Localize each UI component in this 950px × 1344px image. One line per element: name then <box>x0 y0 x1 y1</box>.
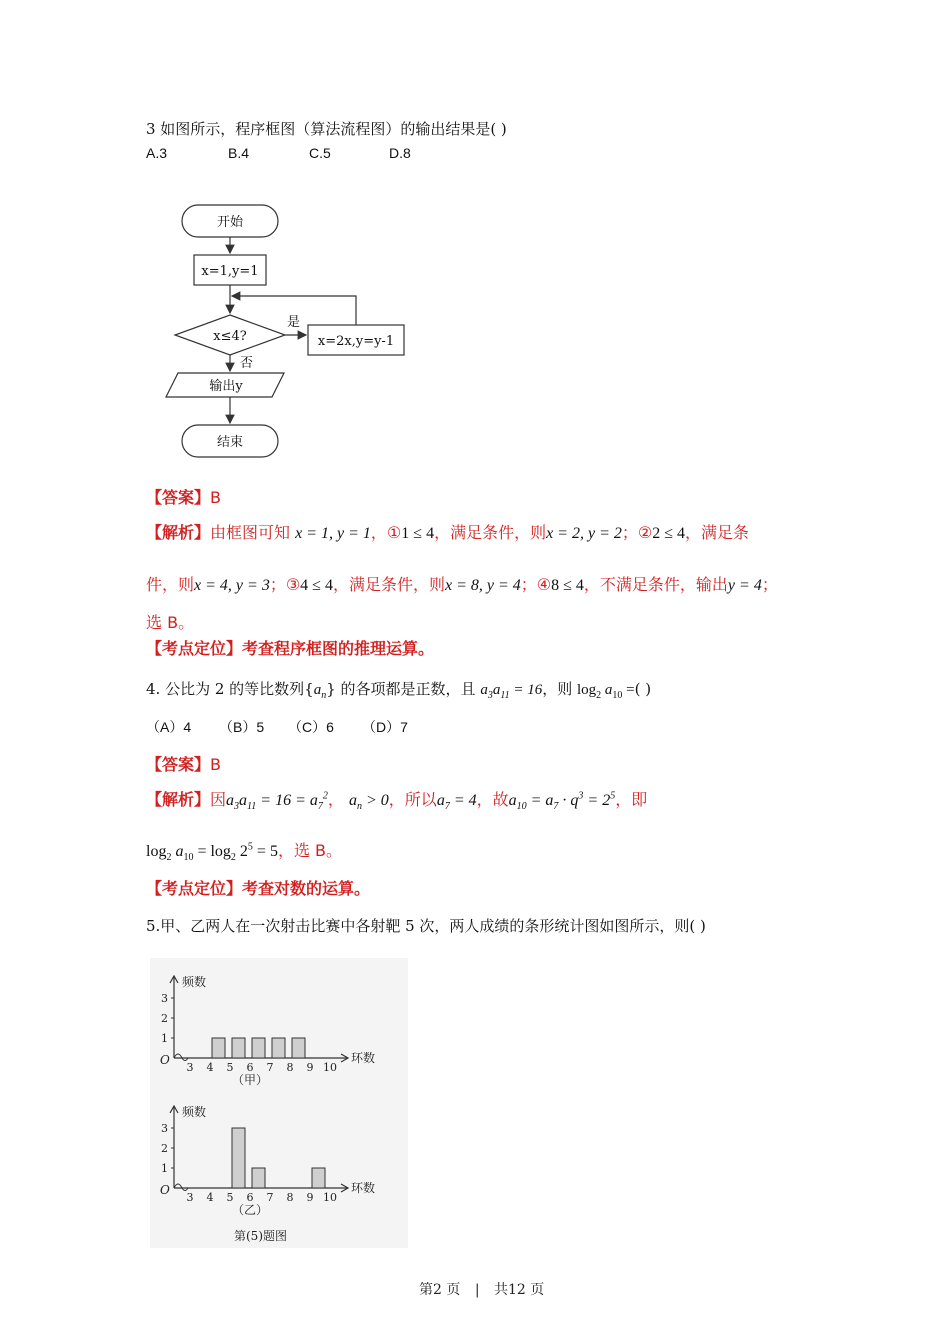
flow-yes-label: 是 <box>287 315 301 330</box>
analysis-text: ，故 <box>476 790 509 809</box>
analysis-text: ；② <box>621 523 653 542</box>
flow-init-label: x=1,y=1 <box>201 264 259 279</box>
q4-answer <box>146 752 221 775</box>
analysis-text: ，① <box>370 523 402 542</box>
analysis-text: ，即 <box>615 790 648 809</box>
q3-analysis-line3: 选 B。 <box>146 613 195 632</box>
x-tick-label: 9 <box>306 1191 314 1204</box>
analysis-text: ，满足条件，则 <box>332 575 445 594</box>
q4-stem <box>146 678 651 701</box>
q3-stem: 3 如图所示，程序框图（算法流程图）的输出结果是( ) <box>146 120 507 138</box>
q3-option-d: D.8 <box>389 145 411 161</box>
bar <box>232 1128 245 1188</box>
bar <box>212 1038 225 1058</box>
q4-analysis-line2 <box>146 838 342 863</box>
analysis-text: ； <box>761 575 778 594</box>
analysis-text: ；③ <box>269 575 301 594</box>
x-tick-label: 5 <box>226 1191 234 1204</box>
math: $a_{10} = a_7 \cdot q^3 = 2^5$ <box>508 790 616 813</box>
chart-title: （甲） <box>231 1073 269 1087</box>
flow-cond-label: x≤4? <box>213 329 247 344</box>
analysis-text: 件，则 <box>146 575 195 594</box>
q4-option-a: （A）4 <box>146 719 192 735</box>
x-tick-label: 6 <box>246 1061 254 1074</box>
q3-point <box>146 636 434 659</box>
y-axis-label: 频数 <box>182 1105 207 1119</box>
q4-option-d: （D）7 <box>362 719 408 735</box>
page-footer <box>419 1279 544 1299</box>
x-tick-label: 3 <box>186 1191 194 1204</box>
q3-option-a: A.3 <box>146 145 168 161</box>
x-tick-label: 10 <box>323 1061 337 1074</box>
analysis-text: ，选 B。 <box>277 841 343 860</box>
analysis-text: ，满足条 <box>685 523 750 542</box>
y-tick-label: 1 <box>161 1032 168 1045</box>
q3-option-c: C.5 <box>309 145 331 161</box>
stem-text: 4. 公比为 2 的等比数列{ <box>146 680 314 698</box>
math: $a_7 = 4$ <box>436 792 477 813</box>
math: 2 ≤ 4 <box>652 525 686 542</box>
x-tick-label: 3 <box>186 1061 194 1074</box>
x-tick-label: 7 <box>266 1191 274 1204</box>
x-tick-label: 10 <box>323 1191 337 1204</box>
analysis-text: ；④ <box>520 575 552 594</box>
y-tick-label: 3 <box>161 1122 168 1135</box>
answer-value: B <box>210 755 221 774</box>
point-text: 考查程序框图的推理运算。 <box>242 639 435 658</box>
stem-text: ，则 <box>542 680 573 698</box>
math: $\log_2 a_{10}$ = <box>577 682 635 701</box>
stem-text: ( ) <box>634 680 652 698</box>
math: y = 4 <box>727 577 762 594</box>
math: 4 ≤ 4 <box>300 577 333 594</box>
bar <box>312 1168 325 1188</box>
flow-update-label: x=2x,y=y-1 <box>317 334 395 349</box>
q5-bar-charts <box>150 958 408 1248</box>
x-tick-label: 9 <box>306 1061 314 1074</box>
axis-break <box>174 1184 188 1191</box>
math: $a_n > 0$ <box>349 792 389 813</box>
bar <box>272 1038 285 1058</box>
bar <box>252 1168 265 1188</box>
q3-analysis-line1 <box>146 520 749 543</box>
q5-stem: 5.甲、乙两人在一次射击比赛中各射靶 5 次，两人成绩的条形统计图如图所示，则( ) <box>146 917 706 935</box>
math: x = 1, y = 1 <box>295 525 371 542</box>
math: x = 8, y = 4 <box>444 577 521 594</box>
math: $a_3a_{11} = 16$ <box>480 682 543 701</box>
point-tag: 【考点定位】 <box>146 639 243 658</box>
math: 8 ≤ 4 <box>551 577 584 594</box>
analysis-text: ，所以 <box>388 790 437 809</box>
axis-break <box>174 1054 188 1061</box>
x-tick-label: 4 <box>206 1061 214 1074</box>
answer-tag: 【答案】 <box>146 488 211 507</box>
flow-start-label: 开始 <box>216 215 244 230</box>
q4-option-b: （B）5 <box>219 719 265 735</box>
answer-tag: 【答案】 <box>146 755 211 774</box>
y-tick-label: 2 <box>161 1012 168 1025</box>
origin-label: O <box>160 1053 170 1067</box>
analysis-text: 由框图可知 <box>210 523 291 542</box>
flow-no-label: 否 <box>240 356 254 371</box>
y-tick-label: 2 <box>161 1142 168 1155</box>
analysis-tag: 【解析】 <box>146 523 211 542</box>
analysis-text: 因 <box>210 790 227 809</box>
math: $\log_2 a_{10} = \log_2 2^5 = 5$ <box>146 841 278 864</box>
q5-caption: 第(5)题图 <box>234 1229 287 1243</box>
chart-jia <box>160 974 375 1087</box>
q3-flowchart <box>160 195 420 465</box>
point-text: 考查对数的运算。 <box>242 879 371 898</box>
x-axis-label: 环数 <box>351 1051 376 1065</box>
q4-point <box>146 876 370 899</box>
analysis-text: ，满足条件，则 <box>434 523 547 542</box>
q3-option-b: B.4 <box>228 145 250 161</box>
y-tick-label: 3 <box>161 992 168 1005</box>
chart-title: （乙） <box>231 1203 269 1217</box>
answer-value: B <box>210 488 221 507</box>
x-tick-label: 8 <box>286 1191 294 1204</box>
analysis-text: ，不满足条件，输出 <box>583 575 728 594</box>
math: $a_n$ <box>313 682 327 701</box>
point-tag: 【考点定位】 <box>146 879 243 898</box>
page-number: 第2 页 <box>419 1282 461 1298</box>
flow-end-label: 结束 <box>216 435 244 450</box>
math: $a_3a_{11} = 16 = a_7^2$ <box>226 790 328 813</box>
x-tick-label: 7 <box>266 1061 274 1074</box>
stem-text: } 的各项都是正数，且 <box>326 680 476 698</box>
q3-analysis-line2 <box>146 572 778 595</box>
x-axis-label: 环数 <box>351 1181 376 1195</box>
x-tick-label: 5 <box>226 1061 234 1074</box>
origin-label: O <box>160 1183 170 1197</box>
bar <box>252 1038 265 1058</box>
math: x = 2, y = 2 <box>546 525 622 542</box>
footer-separator: | <box>474 1282 480 1298</box>
x-tick-label: 4 <box>206 1191 214 1204</box>
flow-output-label: 输出y <box>209 379 243 394</box>
q4-analysis-line1 <box>146 787 647 812</box>
q4-option-c: （C）6 <box>288 719 334 735</box>
q3-answer <box>146 485 221 508</box>
y-axis-label: 频数 <box>182 975 207 989</box>
chart-yi <box>160 1104 375 1217</box>
bar <box>292 1038 305 1058</box>
x-tick-label: 8 <box>286 1061 294 1074</box>
analysis-text: ， <box>327 790 344 809</box>
analysis-tag: 【解析】 <box>146 790 211 809</box>
bar <box>232 1038 245 1058</box>
math: 1 ≤ 4 <box>401 525 435 542</box>
page-total: 共12 页 <box>493 1282 545 1298</box>
x-tick-label: 6 <box>246 1191 254 1204</box>
y-tick-label: 1 <box>161 1162 168 1175</box>
math: x = 4, y = 3 <box>194 577 270 594</box>
